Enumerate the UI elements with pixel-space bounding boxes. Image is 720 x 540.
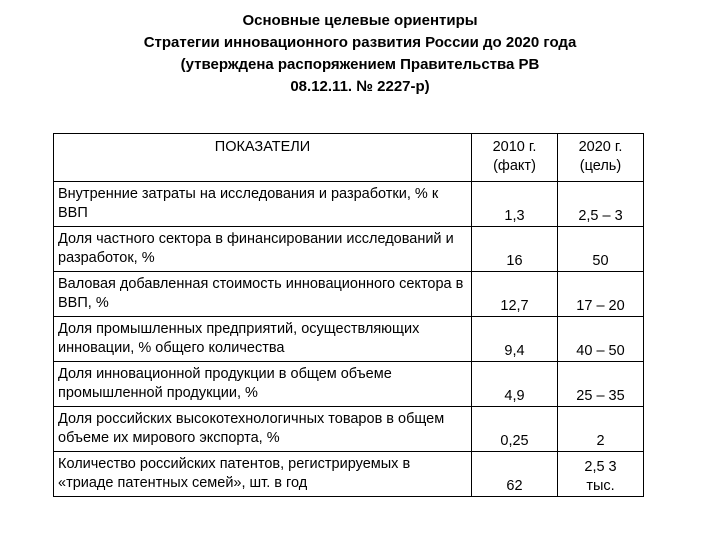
indicator-cell: Валовая добавленная стоимость инновационного сектора в ВВП, %	[54, 272, 472, 317]
indicator-cell: Доля инновационной продукции в общем объеме промышленной продукции, %	[54, 362, 472, 407]
column-header-indicators: ПОКАЗАТЕЛИ	[54, 134, 472, 182]
table-row	[54, 272, 644, 317]
value-2020-cell: 40 – 50	[558, 317, 644, 362]
value-2010-cell: 62	[472, 452, 558, 497]
column-header-2010-year: 2010 г.	[492, 139, 537, 155]
indicator-cell: Количество российских патентов, регистрируемых в «триаде патентных семей», шт. в год	[54, 452, 472, 497]
value-2010-cell: 4,9	[472, 362, 558, 407]
value-2010-cell: 12,7	[472, 272, 558, 317]
table-row	[54, 227, 644, 272]
title-line-2: Стратегии инновационного развития России до 2020 года	[143, 34, 577, 51]
table-row	[54, 182, 644, 227]
column-header-2010-note: (факт)	[493, 158, 536, 174]
column-header-2020-year: 2020 г.	[578, 139, 623, 155]
value-2020-cell: 17 – 20	[558, 272, 644, 317]
value-2020-cell	[558, 452, 644, 497]
value-2020-cell: 50	[558, 227, 644, 272]
column-header-2020	[558, 134, 644, 182]
value-2020-cell: 25 – 35	[558, 362, 644, 407]
table-row	[54, 452, 644, 497]
indicator-cell: Доля частного сектора в финансировании исследований и разработок, %	[54, 227, 472, 272]
value-2010-cell: 0,25	[472, 407, 558, 452]
indicator-cell: Доля промышленных предприятий, осуществляющих инновации, % общего количества	[54, 317, 472, 362]
value-2020-cell: 2	[558, 407, 644, 452]
indicator-cell: Внутренние затраты на исследования и разработки, % к ВВП	[54, 182, 472, 227]
title-line-4: 08.12.11. № 2227-р)	[290, 78, 430, 95]
table-row	[54, 317, 644, 362]
title-line-3: (утверждена распоряжением Правительства РВ	[180, 56, 540, 73]
document-title	[0, 10, 720, 98]
indicator-cell: Доля российских высокотехнологичных товаров в общем объеме их мирового экспорта, %	[54, 407, 472, 452]
table-row	[54, 407, 644, 452]
table-row	[54, 362, 644, 407]
table-header-row	[54, 134, 644, 182]
value-2020-line-2: тыс.	[586, 478, 615, 494]
value-2020-line-1: 2,5 3	[584, 459, 617, 475]
column-header-2020-note: (цель)	[579, 158, 622, 174]
value-2010-cell: 16	[472, 227, 558, 272]
value-2010-cell: 9,4	[472, 317, 558, 362]
title-line-1: Основные целевые ориентиры	[242, 12, 478, 29]
indicators-table	[53, 133, 644, 497]
value-2010-cell: 1,3	[472, 182, 558, 227]
value-2020-cell: 2,5 – 3	[558, 182, 644, 227]
column-header-2010	[472, 134, 558, 182]
